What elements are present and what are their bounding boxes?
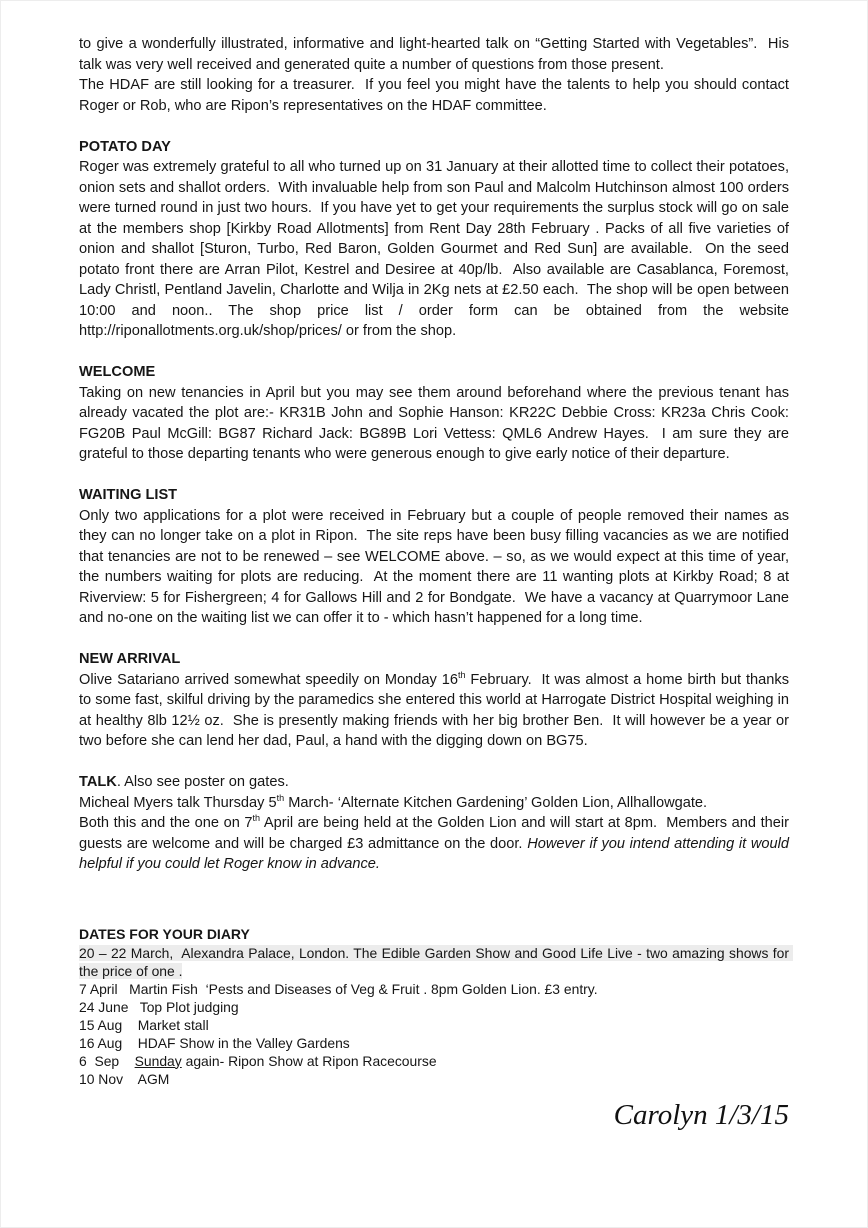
new-arrival-heading: NEW ARRIVAL [79,651,181,667]
talk-line2-ordinal: th [276,792,285,803]
talk-body-mid: April are being held at the Golden Lion and will start at 8pm. Members and their guests are welcome and will be charged £3 admittance on the door. [79,815,794,852]
section-new-arrival [79,649,794,752]
handwritten-signature: Carolyn 1/3/15 [613,1098,789,1131]
diary-item: 15 Aug Market stall [79,1016,209,1033]
diary-item: 7 April Martin Fish ‘Pests and Diseases of Veg & Fruit . 8pm Golden Lion. £3 entry. [79,980,598,997]
potato-day-heading: POTATO DAY [79,138,171,155]
section-welcome [79,362,794,465]
diary-sunday-underlined: Sunday [134,1052,182,1069]
section-potato-day [79,137,794,342]
talk-line2-start: Micheal Myers talk Thursday 5 [79,794,277,811]
diary-item-highlighted [79,944,793,980]
section-waiting-list [79,485,794,629]
diary-heading: DATES FOR YOUR DIARY [79,925,250,942]
talk-paragraph [79,813,794,875]
new-arrival-text-start: Olive Satariano arrived somewhat speedily on Monday 16 [79,671,458,688]
section-dates-for-your-diary [79,925,793,1088]
new-arrival-paragraph [79,669,794,752]
welcome-heading: WELCOME [79,364,156,380]
diary-highlight-text: 20 – 22 March, Alexandra Palace, London. The Edible Garden Show and Good Life Live - two amazing shows for the price of one . [79,944,793,979]
intro-paragraph-1: to give a wonderfully illustrated, informative and light-hearted talk on “Getting Started with Vegetables”. His talk was very well received and generated quite a number of questions from those present. [79,36,794,73]
talk-body-ordinal: th [252,813,261,824]
potato-day-paragraph: Roger was extremely grateful to all who turned up on 31 January at their allotted time to collect their potatoes, onion sets and shallot orders. With invaluable help from son Paul and Malcolm Hutchinson almost 100 orders were turned round in just two hours. If you have yet to get your requirements the surplus stock will go on sale at the members shop [Kirkby Road Allotments] from Rent Day 28th February . Packs of all five varieties of onion and shallot [Sturon, Turbo, Red Baron, Golden Gourmet and Red Sun] are available. On the seed potato front there are Arran Pilot, Kestrel and Desiree at 40p/lb. Also available are Casablanca, Foremost, Lady Christl, Pentland Javelin, Charlotte and Wilja in 2Kg nets at £2.50 each. The shop will be open between 10:00 and noon.. The shop price list / order form can be obtained from the website http://riponallotments.org.uk/shop/prices/ or from the shop. [79,159,794,339]
diary-sunday-prefix: 6 Sep [79,1052,135,1069]
waiting-list-heading: WAITING LIST [79,487,178,503]
section-talk [79,772,794,875]
diary-item: 10 Nov AGM [79,1070,170,1087]
diary-item-sunday [79,1052,789,1070]
new-arrival-text-end: February. It was almost a home birth but thanks to some fast, skilful driving by the paramedics she entered this world at Harrogate District Hospital weighing in at healthy 8lb 12½ oz. She is presently making friends with her big brother Ben. It will however be a year or two before she can lend her dad, Paul, a hand with the digging down on BG75. [79,671,794,749]
talk-heading-tail: . Also see poster on gates. [116,774,289,790]
diary-sunday-suffix: again- Ripon Show at Ripon Racecourse [181,1052,437,1069]
talk-heading: TALK [79,774,117,790]
talk-heading-line [79,772,789,793]
talk-line2-end: March- ‘Alternate Kitchen Gardening’ Golden Lion, Allhallowgate. [284,794,708,811]
diary-item: 24 June Top Plot judging [79,998,239,1015]
welcome-paragraph: Taking on new tenancies in April but you may see them around beforehand where the previous tenant has already vacated the plot are:- KR31B John and Sophie Hanson: KR22C Debbie Cross: KR23a Chris Cook: FG20B Paul McGill: BG87 Richard Jack: BG89B Lori Vettess: QML6 Andrew Hayes. I am sure they are grateful to those departing tenants who were generous enough to give early notice of their departure. [79,384,794,462]
talk-body-italic-note: However if you intend attending it would helpful if you could let Roger know in advance. [79,835,794,872]
intro-paragraph-2: The HDAF are still looking for a treasurer. If you feel you might have the talents to help you should contact Roger or Rob, who are Ripon’s representatives on the HDAF committee. [79,77,794,114]
new-arrival-ordinal: th [457,669,466,680]
diary-item: 16 Aug HDAF Show in the Valley Gardens [79,1034,350,1051]
waiting-list-paragraph: Only two applications for a plot were received in February but a couple of people removed their names as they can no longer take on a plot in Ripon. The site reps have been busy filling vacancies as we are notified that tenancies are not to be renewed – see WELCOME above. – so, as we would expect at this time of year, the numbers waiting for plots are reducing. At the moment there are 11 wanting plots at Kirkby Road; 8 at Riverview: 5 for Fishergreen; 4 for Gallows Hill and 2 for Bondgate. We have a vacancy at Quarrymoor Lane and no-one on the waiting list we can offer it to - which hasn’t happened for a long time. [79,507,794,626]
talk-announcement-line [79,793,789,814]
talk-body-start: Both this and the one on 7 [79,815,253,831]
